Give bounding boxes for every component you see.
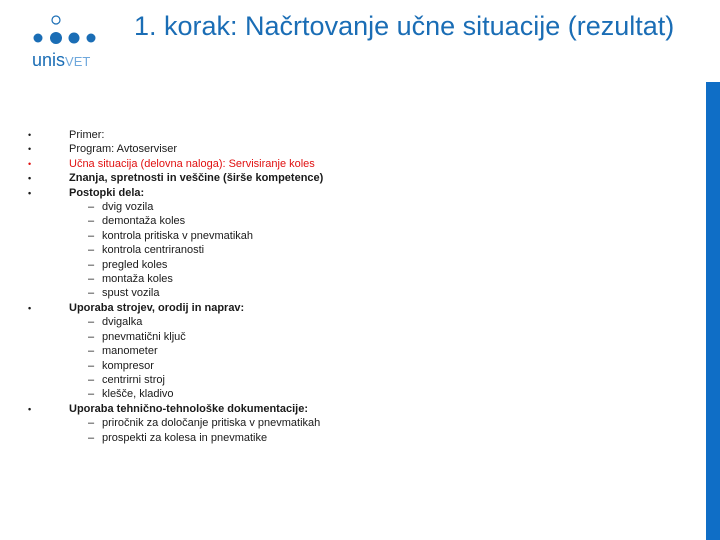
sub-item: – kontrola centriranosti — [88, 244, 205, 257]
content-list — [28, 128, 323, 445]
list-item-ucna-situacija: • Učna situacija (delovna naloga): Servisiranje koles — [28, 157, 315, 170]
list-item-uporaba: • Uporaba strojev, orodij in naprav: — [28, 301, 245, 314]
list-item-znanja: • Znanja, spretnosti in veščine (širše kompetence) — [28, 172, 324, 185]
page-title: 1. korak: Načrtovanje učne situacije (rezultat) — [134, 11, 675, 41]
sub-item: – prospekti za kolesa in pnevmatike — [88, 431, 268, 444]
sub-item: – pregled koles — [88, 258, 168, 271]
sub-item: – dvigalka — [88, 316, 143, 329]
content-panel — [0, 82, 706, 540]
sub-item: – demontaža koles — [88, 215, 186, 228]
sub-item: – pnevmatični ključ — [88, 330, 186, 343]
content-area — [0, 82, 720, 540]
list-item-postopki: • Postopki dela: — [28, 186, 145, 199]
sub-item: – kontrola pritiska v pnevmatikah — [88, 229, 254, 242]
sub-item: – klešče, kladivo — [88, 388, 174, 401]
sub-item: – priročnik za določanje pritiska v pnevmatikah — [88, 417, 321, 430]
list-item-dokumentacija: • Uporaba tehnično-tehnološke dokumentacije: — [28, 402, 308, 415]
list-item-program: • Program: Avtoserviser — [28, 143, 178, 156]
sub-item: – kompresor — [88, 359, 154, 372]
sub-item: – montaža koles — [88, 273, 173, 286]
list-item-primer: • Primer: — [28, 129, 105, 141]
sub-item: – centrirni stroj — [88, 373, 165, 386]
sub-item: – dvig vozila — [88, 201, 154, 214]
unisvet-logo — [30, 12, 130, 74]
sub-item: – spust vozila — [88, 287, 160, 300]
sub-item: – manometer — [88, 345, 158, 358]
logo-text: unisVET — [32, 50, 91, 70]
